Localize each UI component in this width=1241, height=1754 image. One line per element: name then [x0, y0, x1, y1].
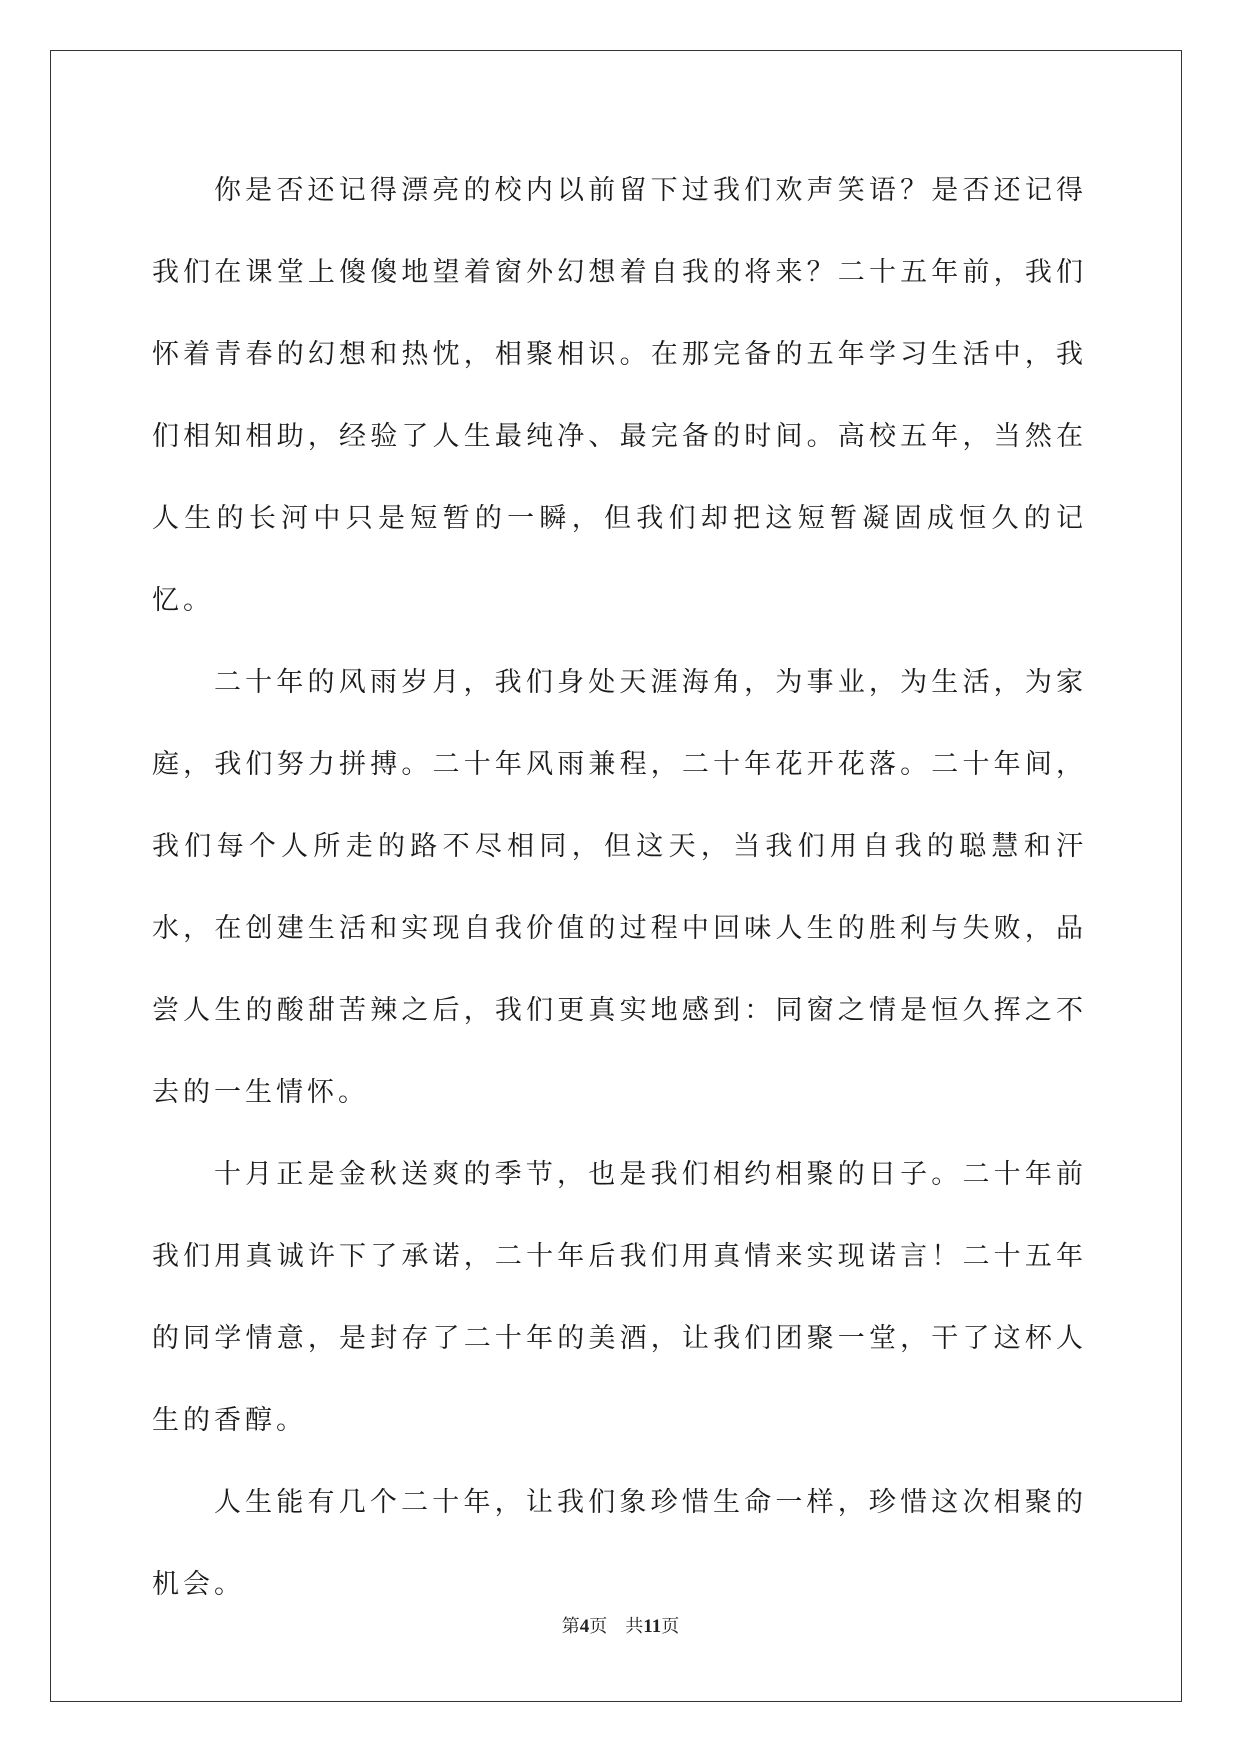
- total-label-suffix: 页: [661, 1616, 680, 1636]
- paragraph: 你是否还记得漂亮的校内以前留下过我们欢声笑语？是否还记得我们在课堂上傻傻地望着窗外幻想着自我的将来？二十五年前，我们怀着青春的幻想和热忱，相聚相识。在那完备的五年学习生活中，我们相知相助，经验了人生最纯净、最完备的时间。高校五年，当然在人生的长河中只是短暂的一瞬，但我们却把这短暂凝固成恒久的记忆。: [152, 175, 1087, 616]
- total-pages: 11: [643, 1616, 662, 1637]
- page-label-suffix: 页: [589, 1616, 608, 1636]
- total-label-prefix: 共: [625, 1616, 644, 1636]
- page-label-prefix: 第: [561, 1616, 580, 1636]
- page-footer: [0, 1612, 1241, 1638]
- document-body: [152, 150, 1087, 1626]
- paragraph: 十月正是金秋送爽的季节，也是我们相约相聚的日子。二十年前我们用真诚许下了承诺，二十年后我们用真情来实现诺言！二十五年的同学情意，是封存了二十年的美酒，让我们团聚一堂，干了这杯人生的香醇。: [152, 1159, 1087, 1436]
- page-number: 4: [579, 1616, 590, 1637]
- paragraph: 人生能有几个二十年，让我们象珍惜生命一样，珍惜这次相聚的机会。: [152, 1487, 1087, 1600]
- paragraph: 二十年的风雨岁月，我们身处天涯海角，为事业，为生活，为家庭，我们努力拼搏。二十年风雨兼程，二十年花开花落。二十年间，我们每个人所走的路不尽相同，但这天，当我们用自我的聪慧和汗水，在创建生活和实现自我价值的过程中回味人生的胜利与失败，品尝人生的酸甜苦辣之后，我们更真实地感到：同窗之情是恒久挥之不去的一生情怀。: [152, 667, 1087, 1108]
